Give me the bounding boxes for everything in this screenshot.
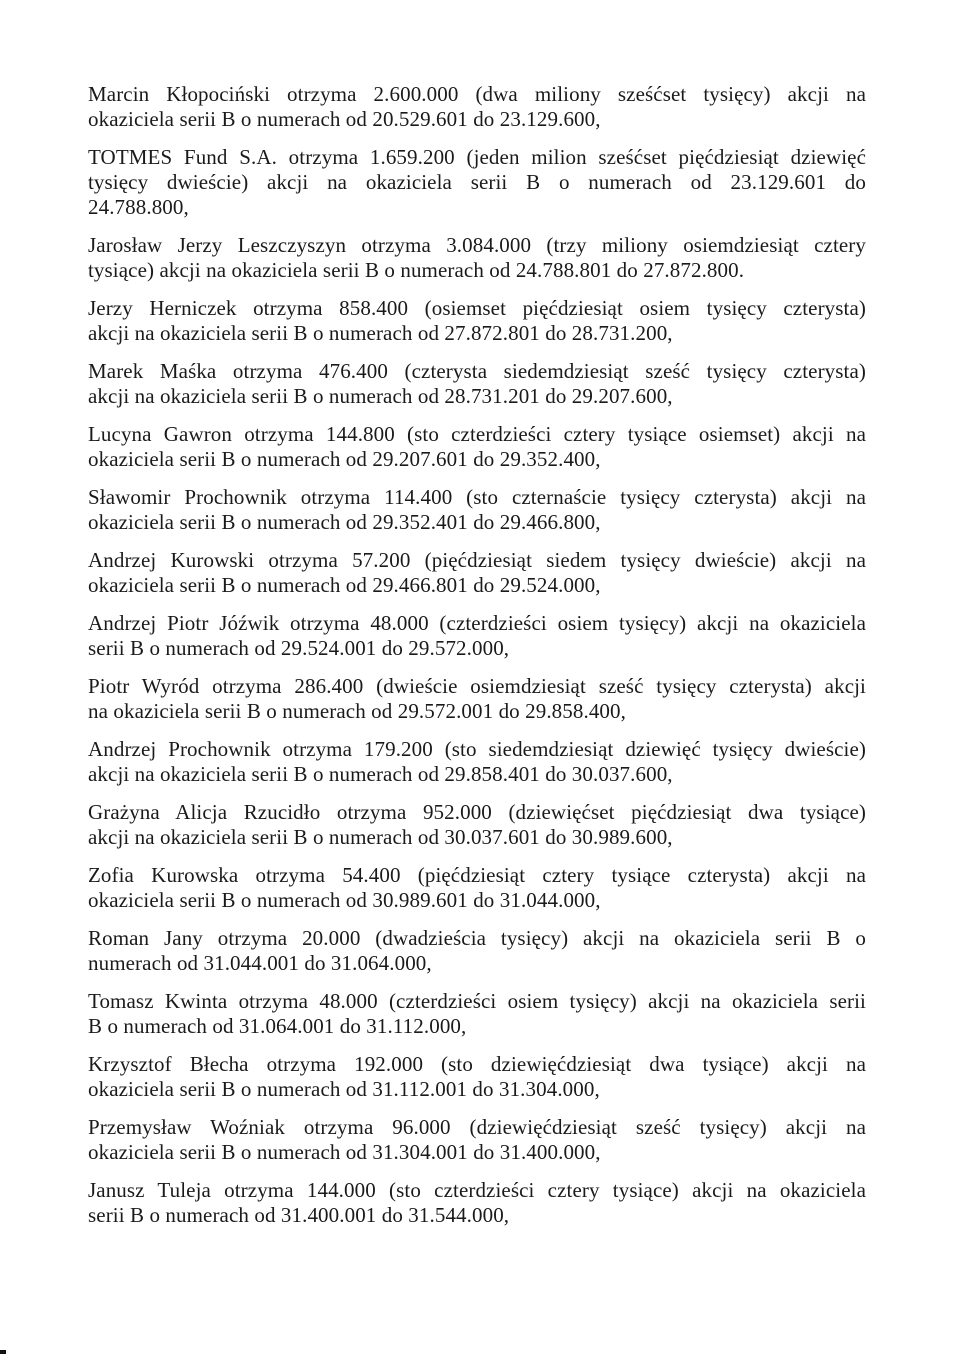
entry-line: Krzysztof Błecha otrzyma 192.000 (sto dziewięćdziesiąt dwa tysiące) akcji na bbox=[88, 1052, 866, 1076]
allocation-entry-3 bbox=[88, 233, 866, 283]
scan-mark bbox=[0, 1350, 6, 1354]
allocation-entry-8 bbox=[88, 548, 866, 598]
entry-line: tysięcy dwieście) akcji na okaziciela serii B o numerach od 23.129.601 do bbox=[88, 170, 866, 194]
entry-line: okaziciela serii B o numerach od 29.352.401 do 29.466.800, bbox=[88, 510, 601, 534]
entry-line: Andrzej Piotr Jóźwik otrzyma 48.000 (czterdzieści osiem tysięcy) akcji na okaziciela bbox=[88, 611, 866, 635]
entry-line: okaziciela serii B o numerach od 30.989.601 do 31.044.000, bbox=[88, 888, 601, 912]
allocation-entry-4 bbox=[88, 296, 866, 346]
allocation-entry-12 bbox=[88, 800, 866, 850]
entry-line: Marek Maśka otrzyma 476.400 (czterysta siedemdziesiąt sześć tysięcy czterysta) bbox=[88, 359, 866, 383]
allocation-entry-18 bbox=[88, 1178, 866, 1228]
entry-line: Grażyna Alicja Rzucidło otrzyma 952.000 (dziewięćset pięćdziesiąt dwa tysiące) bbox=[88, 800, 866, 824]
allocation-entry-6 bbox=[88, 422, 866, 472]
document-page bbox=[88, 82, 866, 1241]
entry-line: Zofia Kurowska otrzyma 54.400 (pięćdziesiąt cztery tysiące czterysta) akcji na bbox=[88, 863, 866, 887]
entry-line: akcji na okaziciela serii B o numerach od 27.872.801 do 28.731.200, bbox=[88, 321, 673, 345]
entry-line: akcji na okaziciela serii B o numerach od 28.731.201 do 29.207.600, bbox=[88, 384, 673, 408]
entry-line: Tomasz Kwinta otrzyma 48.000 (czterdzieści osiem tysięcy) akcji na okaziciela serii bbox=[88, 989, 866, 1013]
entry-line: Andrzej Kurowski otrzyma 57.200 (pięćdziesiąt siedem tysięcy dwieście) akcji na bbox=[88, 548, 866, 572]
entry-line: Andrzej Prochownik otrzyma 179.200 (sto siedemdziesiąt dziewięć tysięcy dwieście) bbox=[88, 737, 866, 761]
allocation-entry-9 bbox=[88, 611, 866, 661]
entry-line: serii B o numerach od 29.524.001 do 29.572.000, bbox=[88, 636, 510, 660]
allocation-entry-13 bbox=[88, 863, 866, 913]
allocation-entry-2 bbox=[88, 145, 866, 220]
entry-line: na okaziciela serii B o numerach od 29.572.001 do 29.858.400, bbox=[88, 699, 626, 723]
allocation-entry-1 bbox=[88, 82, 866, 132]
entry-line: numerach od 31.044.001 do 31.064.000, bbox=[88, 951, 432, 975]
entry-line: Roman Jany otrzyma 20.000 (dwadzieścia tysięcy) akcji na okaziciela serii B o bbox=[88, 926, 866, 950]
allocation-entry-15 bbox=[88, 989, 866, 1039]
entry-line: tysiące) akcji na okaziciela serii B o numerach od 24.788.801 do 27.872.800. bbox=[88, 258, 745, 282]
entry-line: akcji na okaziciela serii B o numerach od 30.037.601 do 30.989.600, bbox=[88, 825, 673, 849]
entry-line: Sławomir Prochownik otrzyma 114.400 (sto czternaście tysięcy czterysta) akcji na bbox=[88, 485, 866, 509]
entry-line: okaziciela serii B o numerach od 29.466.801 do 29.524.000, bbox=[88, 573, 601, 597]
entry-line: 24.788.800, bbox=[88, 195, 189, 219]
entry-line: okaziciela serii B o numerach od 31.112.001 do 31.304.000, bbox=[88, 1077, 600, 1101]
allocation-entry-5 bbox=[88, 359, 866, 409]
entry-line: Jerzy Herniczek otrzyma 858.400 (osiemset pięćdziesiąt osiem tysięcy czterysta) bbox=[88, 296, 866, 320]
entry-line: serii B o numerach od 31.400.001 do 31.544.000, bbox=[88, 1203, 510, 1227]
entry-line: Lucyna Gawron otrzyma 144.800 (sto czterdzieści cztery tysiące osiemset) akcji na bbox=[88, 422, 866, 446]
entry-line: okaziciela serii B o numerach od 31.304.001 do 31.400.000, bbox=[88, 1140, 601, 1164]
allocation-entry-11 bbox=[88, 737, 866, 787]
entry-line: okaziciela serii B o numerach od 29.207.601 do 29.352.400, bbox=[88, 447, 601, 471]
entry-line: okaziciela serii B o numerach od 20.529.601 do 23.129.600, bbox=[88, 107, 601, 131]
entry-line: Janusz Tuleja otrzyma 144.000 (sto czterdzieści cztery tysiące) akcji na okaziciela bbox=[88, 1178, 866, 1202]
allocation-entry-16 bbox=[88, 1052, 866, 1102]
entry-line: akcji na okaziciela serii B o numerach od 29.858.401 do 30.037.600, bbox=[88, 762, 673, 786]
entry-line: Marcin Kłopociński otrzyma 2.600.000 (dwa miliony sześćset tysięcy) akcji na bbox=[88, 82, 866, 106]
allocation-entry-14 bbox=[88, 926, 866, 976]
allocation-entry-17 bbox=[88, 1115, 866, 1165]
allocation-entry-10 bbox=[88, 674, 866, 724]
entry-line: B o numerach od 31.064.001 do 31.112.000, bbox=[88, 1014, 467, 1038]
entry-line: Piotr Wyród otrzyma 286.400 (dwieście osiemdziesiąt sześć tysięcy czterysta) akcji bbox=[88, 674, 866, 698]
entry-line: Jarosław Jerzy Leszczyszyn otrzyma 3.084.000 (trzy miliony osiemdziesiąt cztery bbox=[88, 233, 866, 257]
allocation-entry-7 bbox=[88, 485, 866, 535]
entry-line: Przemysław Woźniak otrzyma 96.000 (dziewięćdziesiąt sześć tysięcy) akcji na bbox=[88, 1115, 866, 1139]
entry-line: TOTMES Fund S.A. otrzyma 1.659.200 (jeden milion sześćset pięćdziesiąt dziewięć bbox=[88, 145, 866, 169]
